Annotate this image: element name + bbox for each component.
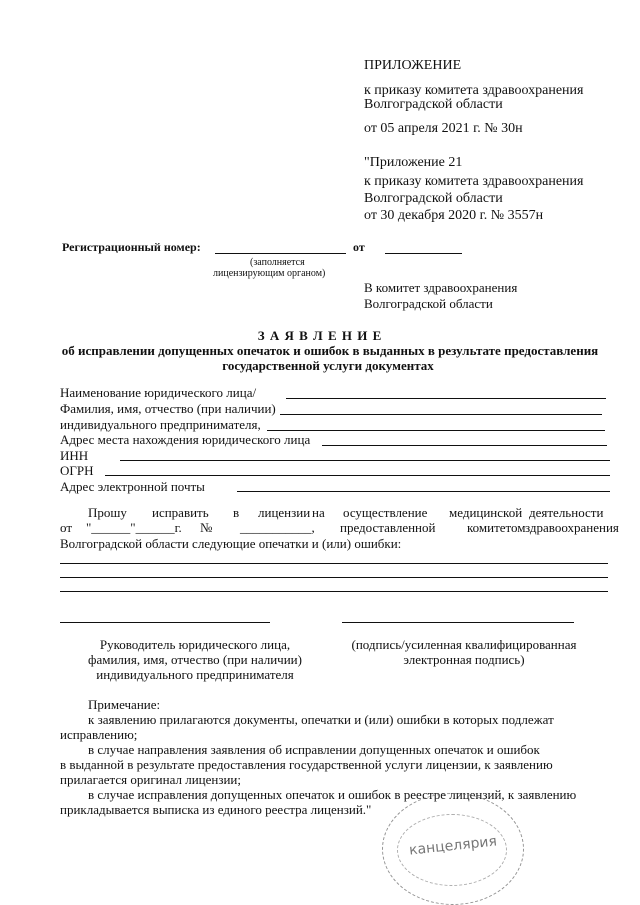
request-word: комитетом (467, 520, 526, 535)
appendix-title: ПРИЛОЖЕНИЕ (364, 58, 462, 73)
license-date-field[interactable]: "______"______г. (86, 520, 182, 535)
note-2a: в случае направления заявления об исправлении допущенных опечаток и ошибок (88, 742, 540, 757)
request-word: деятельности (529, 505, 604, 520)
document-title: З А Я В Л Е Н И Е (257, 328, 383, 343)
note-3b: прикладывается выписка из единого реестра лицензий." (60, 802, 372, 817)
request-word: исправить (152, 505, 209, 520)
office-stamp (382, 793, 524, 905)
head-name-line[interactable] (60, 622, 270, 623)
request-word: лицензии (258, 505, 311, 520)
order-date: от 05 апреля 2021 г. № 30н (364, 121, 523, 136)
note-1a: к заявлению прилагаются документы, опечатки и (или) ошибки в которых подлежат (88, 712, 554, 727)
request-word: Прошу (88, 505, 127, 520)
order-date-2: от 30 декабря 2020 г. № 3557н (364, 208, 544, 223)
registration-from-label: от (353, 240, 365, 254)
document-subtitle-1: об исправлении допущенных опечаток и ошибок в выданных в результате предоставления (61, 343, 599, 358)
field-address-line[interactable] (322, 445, 607, 446)
registration-label: Регистрационный номер: (62, 240, 201, 254)
registration-date-line[interactable] (385, 253, 462, 254)
signature-left-2: фамилия, имя, отчество (при наличии) (88, 652, 302, 667)
request-word: в (233, 505, 240, 520)
request-word: № (200, 520, 213, 535)
request-line-3: Волгоградской области следующие опечатки и (или) ошибки: (60, 536, 402, 551)
field-email-line[interactable] (237, 491, 610, 492)
notes-heading: Примечание: (88, 697, 161, 712)
errors-line[interactable] (60, 591, 608, 592)
note-2b: в выданной в результате предоставления государственной услуги лицензии, к заявлению (60, 757, 553, 772)
signature-left-3: индивидуального предпринимателя (96, 667, 294, 682)
registration-note-1: (заполняется (250, 257, 305, 268)
registration-note-2: лицензирующим органом) (213, 268, 326, 279)
signature-left-1: Руководитель юридического лица, (99, 637, 291, 652)
document-subtitle-2: государственной услуги документах (222, 358, 434, 373)
signature-line[interactable] (342, 622, 574, 623)
request-word: предоставленной (340, 520, 436, 535)
request-word: медицинской (449, 505, 523, 520)
appendix-21: "Приложение 21 (364, 155, 463, 170)
addressee-line-1: В комитет здравоохранения (364, 280, 518, 295)
signature-right-2: электронная подпись) (403, 652, 525, 667)
field-person-name-line[interactable] (280, 414, 602, 415)
field-email-label: Адрес электронной почты (60, 479, 205, 494)
field-legal-name-label: Наименование юридического лица/ (60, 385, 257, 400)
order-reference: к приказу комитета здравоохранения (364, 83, 584, 98)
license-number-field[interactable]: ___________, (240, 520, 315, 535)
request-word: здравоохранения (525, 520, 619, 535)
signature-right-1: (подпись/усиленная квалифицированная (351, 637, 577, 652)
field-entrepreneur-label: индивидуального предпринимателя, (60, 417, 261, 432)
order-reference-2: к приказу комитета здравоохранения (364, 174, 584, 189)
field-ogrn-label: ОГРН (60, 463, 94, 478)
field-entrepreneur-line[interactable] (267, 430, 605, 431)
office-stamp-text: канцелярия (408, 833, 498, 859)
field-inn-label: ИНН (60, 448, 89, 463)
note-2c: прилагается оригинал лицензии; (60, 772, 241, 787)
field-person-name-label: Фамилия, имя, отчество (при наличии) (60, 401, 276, 416)
errors-line[interactable] (60, 577, 608, 578)
region-name: Волгоградской области (364, 97, 503, 112)
field-legal-name-line[interactable] (286, 398, 606, 399)
note-3a: в случае исправления допущенных опечаток и ошибок в реестре лицензий, к заявлению (88, 787, 577, 802)
field-inn-line[interactable] (120, 460, 610, 461)
errors-line[interactable] (60, 563, 608, 564)
field-address-label: Адрес места нахождения юридического лица (60, 432, 311, 447)
region-name-2: Волгоградской области (364, 191, 503, 206)
request-word: осуществление (343, 505, 428, 520)
field-ogrn-line[interactable] (105, 475, 610, 476)
addressee-line-2: Волгоградской области (364, 296, 493, 311)
request-word: от (60, 520, 73, 535)
registration-number-line[interactable] (215, 253, 346, 254)
note-1b: исправлению; (60, 727, 138, 742)
request-word: на (312, 505, 325, 520)
